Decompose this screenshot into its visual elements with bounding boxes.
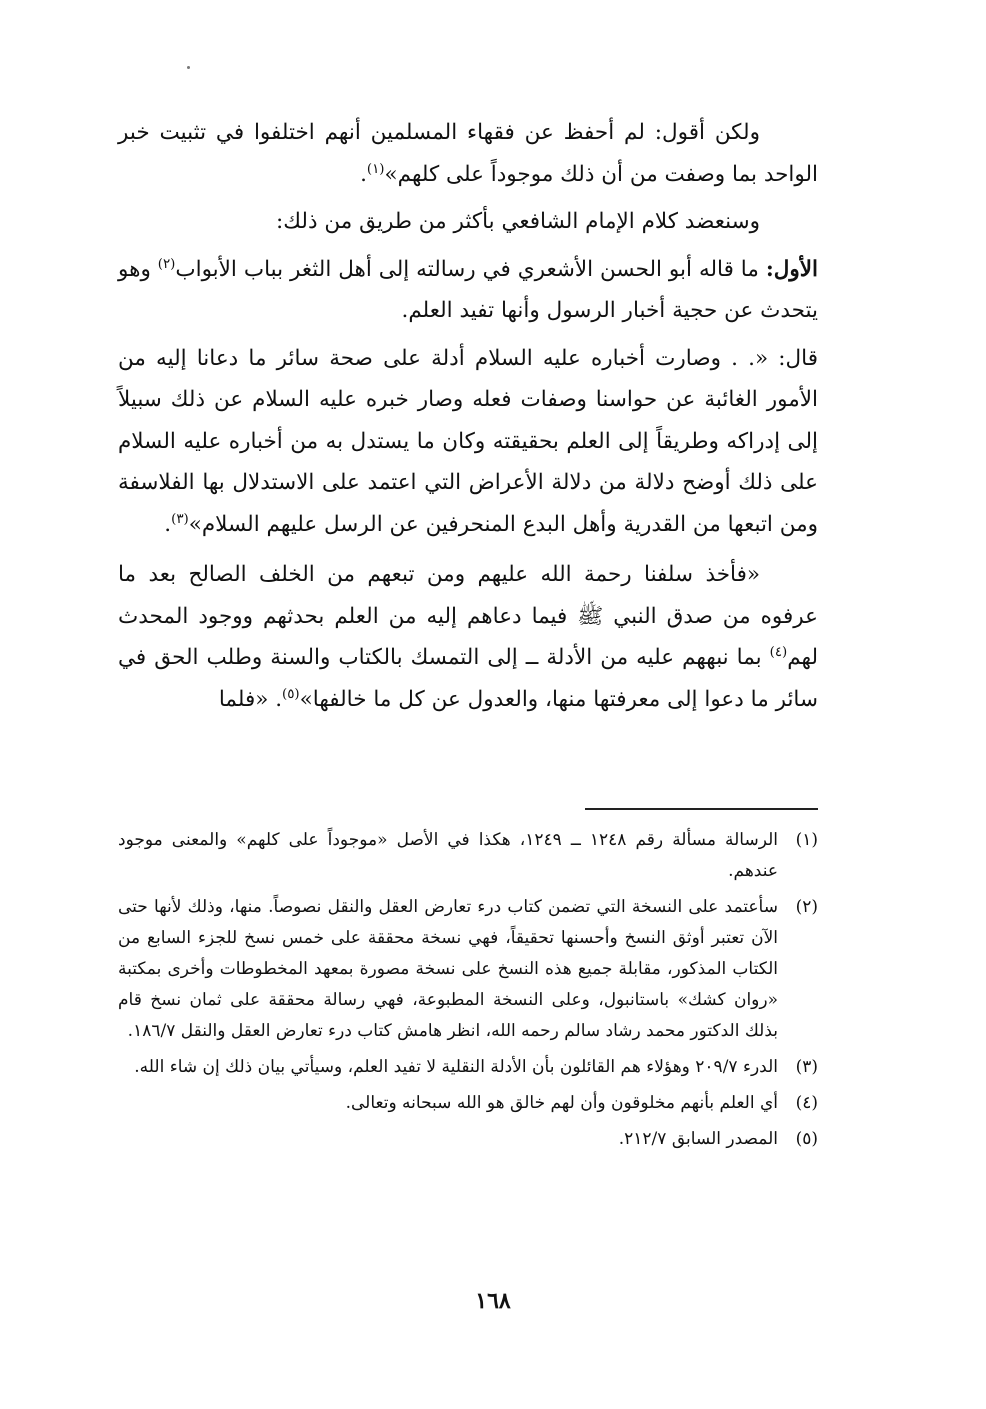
- footnote-ref-1[interactable]: (١): [366, 161, 385, 177]
- paragraph-4: قال: «. . وصارت أخباره عليه السلام أدلة على صحة سائر ما دعانا إليه من الأمور الغائبة عن حواسنا وصفات فعله وصار خبره عليه السلام عن ذلك سبيلاً إلى إدراكه وطريقاً إلى العلم بحقيقته وكان ما يستدل به من أخباره عليه السلام على ذلك أوضح دلالة من دلالة الأعراض التي اعتمد على الاستدلال بها الفلاسفة ومن اتبعها من القدرية وأهل البدع المنحرفين عن الرسل عليهم السلام»$^{(٣)}$.: [118, 345, 818, 537]
- footnote-text: أي العلم بأنهم مخلوقون وأن لهم خالق هو الله سبحانه وتعالى.: [345, 1093, 778, 1113]
- footnote-ref-2[interactable]: (٢): [157, 256, 176, 272]
- footnote-text: المصدر السابق ٢١٢/٧.: [618, 1129, 778, 1149]
- paragraph-5: «فأخذ سلفنا رحمة الله عليهم ومن تبعهم من الخلف الصالح بعد ما عرفوه من صدق النبي ﷺ فيما دعاهم إليه من العلم بحدثهم ووجود المحدث لهم$^{(٤)}$ بما نبههم عليه من الأدلة ــ إلى التمسك بالكتاب والسنة وطلب الحق في سائر ما دعوا إلى معرفتها منها، والعدول عن كل ما خالفها»$^{(٥)}$. «فلما: [118, 562, 818, 712]
- footnote-text: الدرء ٢٠٩/٧ وهؤلاء هم القائلون بأن الأدلة النقلية لا تفيد العلم، وسيأتي بيان ذلك إن شاء الله.: [134, 1057, 778, 1077]
- footnote-number: (٥): [795, 1129, 818, 1149]
- footnote-5: [118, 1124, 818, 1155]
- footnote-number: (٤): [795, 1093, 818, 1113]
- paragraph-1: ولكن أقول: لم أحفظ عن فقهاء المسلمين أنهم اختلفوا في تثبيت خبر الواحد بما وصفت من أن ذلك موجوداً على كلهم»$^{(١)}$.: [118, 120, 818, 187]
- first-heading: الأول:: [765, 256, 818, 282]
- paragraph-3: الأول: ما قاله أبو الحسن الأشعري في رسالته إلى أهل الثغر بباب الأبواب$^{(٢)}$ وهو يتحدث عن حجية أخبار الرسول وأنها تفيد العلم.: [118, 256, 818, 323]
- footnote-text: سأعتمد على النسخة التي تضمن كتاب درء تعارض العقل والنقل نصوصاً. منها، وذلك لأنها حتى الآن تعتبر أوثق النسخ وأحسنها تحقيقاً، فهي نسخة محققة على خمس نسخ للجزء السابع من الكتاب المذكور، مقابلة جميع هذه النسخ على نسخة مصورة بمعهد المخطوطات وأخرى بمكتبة «روان كشك» باستانبول، وعلى النسخة المطبوعة، فهي رسالة محققة على ثمان نسخ قام بذلك الدكتور محمد رشاد سالم رحمه الله، انظر هامش كتاب درء تعارض العقل والنقل ١٨٦/٧.: [118, 897, 778, 1041]
- footnotes: [118, 825, 818, 1160]
- footnote-2: [118, 892, 818, 1047]
- footnote-number: (١): [795, 830, 818, 850]
- footnote-3: [118, 1052, 818, 1083]
- scan-speck: [187, 66, 190, 69]
- footnote-ref-4[interactable]: (٤): [769, 644, 788, 660]
- page-number: ١٦٨: [475, 1288, 511, 1314]
- footnote-text: الرسالة مسألة رقم ١٢٤٨ ــ ١٢٤٩، هكذا في الأصل «موجوداً على كلهم» والمعنى موجود عندهم.: [118, 830, 778, 881]
- main-text: [118, 112, 818, 729]
- footnote-separator: [585, 808, 818, 810]
- footnote-ref-3[interactable]: (٣): [171, 511, 189, 527]
- footnote-number: (٣): [795, 1057, 818, 1077]
- footnote-number: (٢): [795, 897, 818, 917]
- paragraph-2: وسنعضد كلام الإمام الشافعي بأكثر من طريق من ذلك:: [276, 209, 760, 234]
- footnote-1: [118, 825, 818, 887]
- footnote-ref-5[interactable]: (٥): [282, 686, 300, 702]
- footnote-4: [118, 1088, 818, 1119]
